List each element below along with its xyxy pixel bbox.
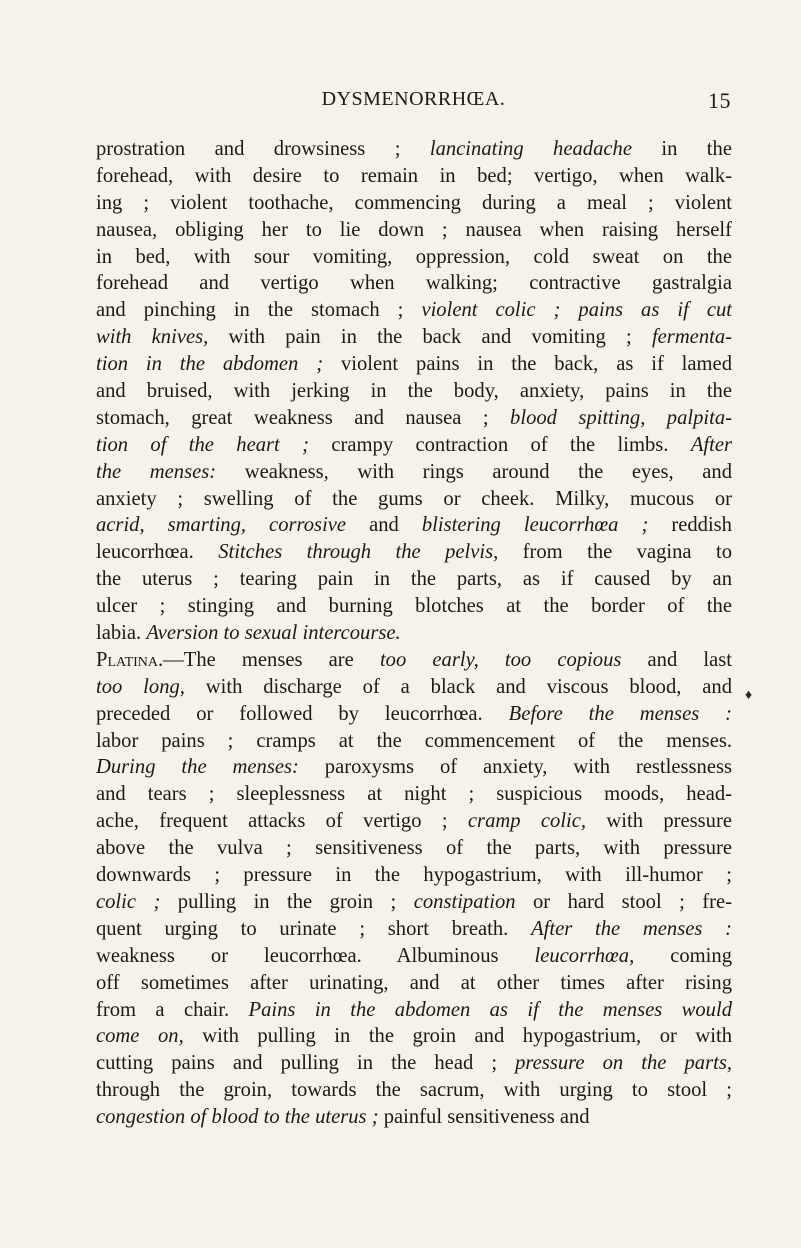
italic-text: acrid, smarting, corrosive <box>96 514 347 537</box>
text-line <box>96 728 732 755</box>
text-line <box>96 190 732 217</box>
text-run: with pain in the back and vomiting ; <box>208 326 652 349</box>
text-run: in bed, with sour vomiting, oppression, cold sweat on the <box>96 245 732 268</box>
text-line <box>96 593 732 620</box>
text-run: from the vagina to <box>498 541 732 564</box>
text-run: prostration and drowsiness ; <box>96 138 430 160</box>
text-line <box>96 1077 732 1104</box>
text-line <box>96 270 732 297</box>
italic-text: Aversion to sexual intercourse. <box>146 622 401 645</box>
text-line <box>96 1050 732 1077</box>
text-run: labia. <box>96 622 147 645</box>
page-number: 15 <box>708 88 731 113</box>
text-run: and <box>346 514 422 537</box>
margin-mark: ♦ <box>745 688 753 703</box>
text-run: ulcer ; stinging and burning blotches at the border of the <box>96 595 732 618</box>
text-run: the uterus ; tearing pain in the parts, as if caused by an <box>96 568 732 591</box>
text-line <box>96 378 732 405</box>
italic-text: After the menses : <box>531 917 732 940</box>
text-run: off sometimes after urinating, and at other times after rising <box>96 971 732 994</box>
text-line <box>96 486 732 513</box>
italic-text: violent colic ; pains as if cut <box>421 299 732 322</box>
italic-text: cramp colic, <box>467 810 587 833</box>
text-line <box>96 136 732 163</box>
text-line <box>96 405 732 432</box>
italic-text: During the menses: <box>96 756 299 779</box>
text-line <box>96 620 732 647</box>
italic-text: tion of the heart ; <box>96 433 309 456</box>
text-run: with pulling in the groin and hypogastrium, or with <box>183 1025 733 1048</box>
text-run: weakness, with rings around the eyes, and <box>216 460 732 483</box>
italic-text: Stitches through the pelvis, <box>218 541 499 564</box>
text-run: forehead, with desire to remain in bed; vertigo, when walk- <box>96 164 732 187</box>
text-line <box>96 889 732 916</box>
text-run: cutting pains and pulling in the head ; <box>96 1052 516 1075</box>
text-run: anxiety ; swelling of the gums or cheek. Milky, mucous or <box>96 487 732 510</box>
italic-text: blistering leucorrhœa ; <box>421 514 649 537</box>
text-line <box>96 217 732 244</box>
text-line <box>96 781 732 808</box>
text-line <box>96 835 732 862</box>
text-run: with discharge of a black and viscous blood, and <box>184 675 732 698</box>
text-run: ache, frequent attacks of vertigo ; <box>96 810 468 833</box>
text-line <box>96 1104 732 1131</box>
text-run: labor pains ; cramps at the commencement of the menses. <box>96 729 732 752</box>
text-line <box>96 808 732 835</box>
italic-text: leucorrhœa, <box>534 944 635 967</box>
italic-text: with knives, <box>96 326 209 349</box>
italic-text: Before the menses : <box>508 702 732 725</box>
text-run: violent pains in the back, as if lamed <box>323 353 732 376</box>
text-run: coming <box>634 944 732 967</box>
text-run: painful sensitiveness and <box>378 1106 590 1129</box>
text-run: ing ; violent toothache, commencing during a meal ; violent <box>96 191 732 214</box>
text-line <box>96 754 732 781</box>
italic-text: the menses: <box>96 460 217 483</box>
text-line <box>96 351 732 378</box>
text-run: paroxysms of anxiety, with restlessness <box>298 756 733 779</box>
text-line <box>96 512 732 539</box>
remedy-name: Platina <box>96 648 158 671</box>
text-run: pulling in the groin ; <box>160 890 414 913</box>
text-run: crampy contraction of the limbs. <box>309 433 691 456</box>
running-title: DYSMENORRHŒA. <box>321 88 506 110</box>
text-line <box>96 1023 732 1050</box>
text-line <box>96 297 732 324</box>
text-line <box>96 432 732 459</box>
text-run: preceded or followed by leucorrhœa. <box>96 702 509 725</box>
text-line <box>96 566 732 593</box>
italic-text: blood spitting, palpita- <box>510 406 733 429</box>
italic-text: lancinating headache <box>429 138 632 160</box>
text-run: or hard stool ; fre- <box>515 890 732 913</box>
text-line <box>96 647 732 674</box>
text-run: and last <box>621 648 733 671</box>
text-line <box>96 244 732 271</box>
italic-text: constipation <box>413 890 516 913</box>
italic-text: fermenta- <box>651 326 732 349</box>
italic-text: too long, <box>96 675 185 698</box>
text-run: and tears ; sleeplessness at night ; suspicious moods, head- <box>96 783 732 806</box>
italic-text: colic ; <box>96 890 161 913</box>
body-text <box>96 136 732 1131</box>
text-line <box>96 701 732 728</box>
text-run: weakness or leucorrhœa. Albuminous <box>96 944 535 967</box>
text-run: reddish <box>648 514 732 537</box>
italic-text: too early, too copious <box>379 648 622 671</box>
italic-text: After <box>690 433 732 456</box>
text-line <box>96 163 732 190</box>
text-run: and pinching in the stomach ; <box>96 299 422 322</box>
text-run: above the vulva ; sensitiveness of the parts, with pressure <box>96 837 732 860</box>
italic-text: congestion of blood to the uterus ; <box>96 1106 379 1129</box>
italic-text: Pains in the abdomen as if the menses would <box>248 998 732 1021</box>
text-line <box>96 459 732 486</box>
text-line <box>96 970 732 997</box>
text-run: quent urging to urinate ; short breath. <box>96 917 532 940</box>
text-run: in the <box>631 138 732 160</box>
text-run: with pressure <box>586 810 732 833</box>
italic-text: pressure on the parts, <box>515 1052 732 1075</box>
text-line <box>96 324 732 351</box>
italic-text: tion in the abdomen ; <box>96 353 324 376</box>
text-run: forehead and vertigo when walking; contractive gastralgia <box>96 272 732 295</box>
text-run: through the groin, towards the sacrum, with urging to stool ; <box>96 1079 732 1102</box>
running-head <box>96 88 731 118</box>
text-line <box>96 943 732 970</box>
text-run: and bruised, with jerking in the body, anxiety, pains in the <box>96 380 732 403</box>
text-run: stomach, great weakness and nausea ; <box>96 406 511 429</box>
italic-text: come on, <box>96 1025 184 1048</box>
text-run: .—The menses are <box>158 648 380 671</box>
text-run: leucorrhœa. <box>96 541 219 564</box>
text-line <box>96 674 732 701</box>
text-line <box>96 862 732 889</box>
text-run: nausea, obliging her to lie down ; nausea when raising herself <box>96 218 732 241</box>
text-line <box>96 539 732 566</box>
text-run: from a chair. <box>96 998 249 1021</box>
text-run: downwards ; pressure in the hypogastrium, with ill-humor ; <box>96 864 732 887</box>
text-line <box>96 997 732 1024</box>
text-line <box>96 916 732 943</box>
